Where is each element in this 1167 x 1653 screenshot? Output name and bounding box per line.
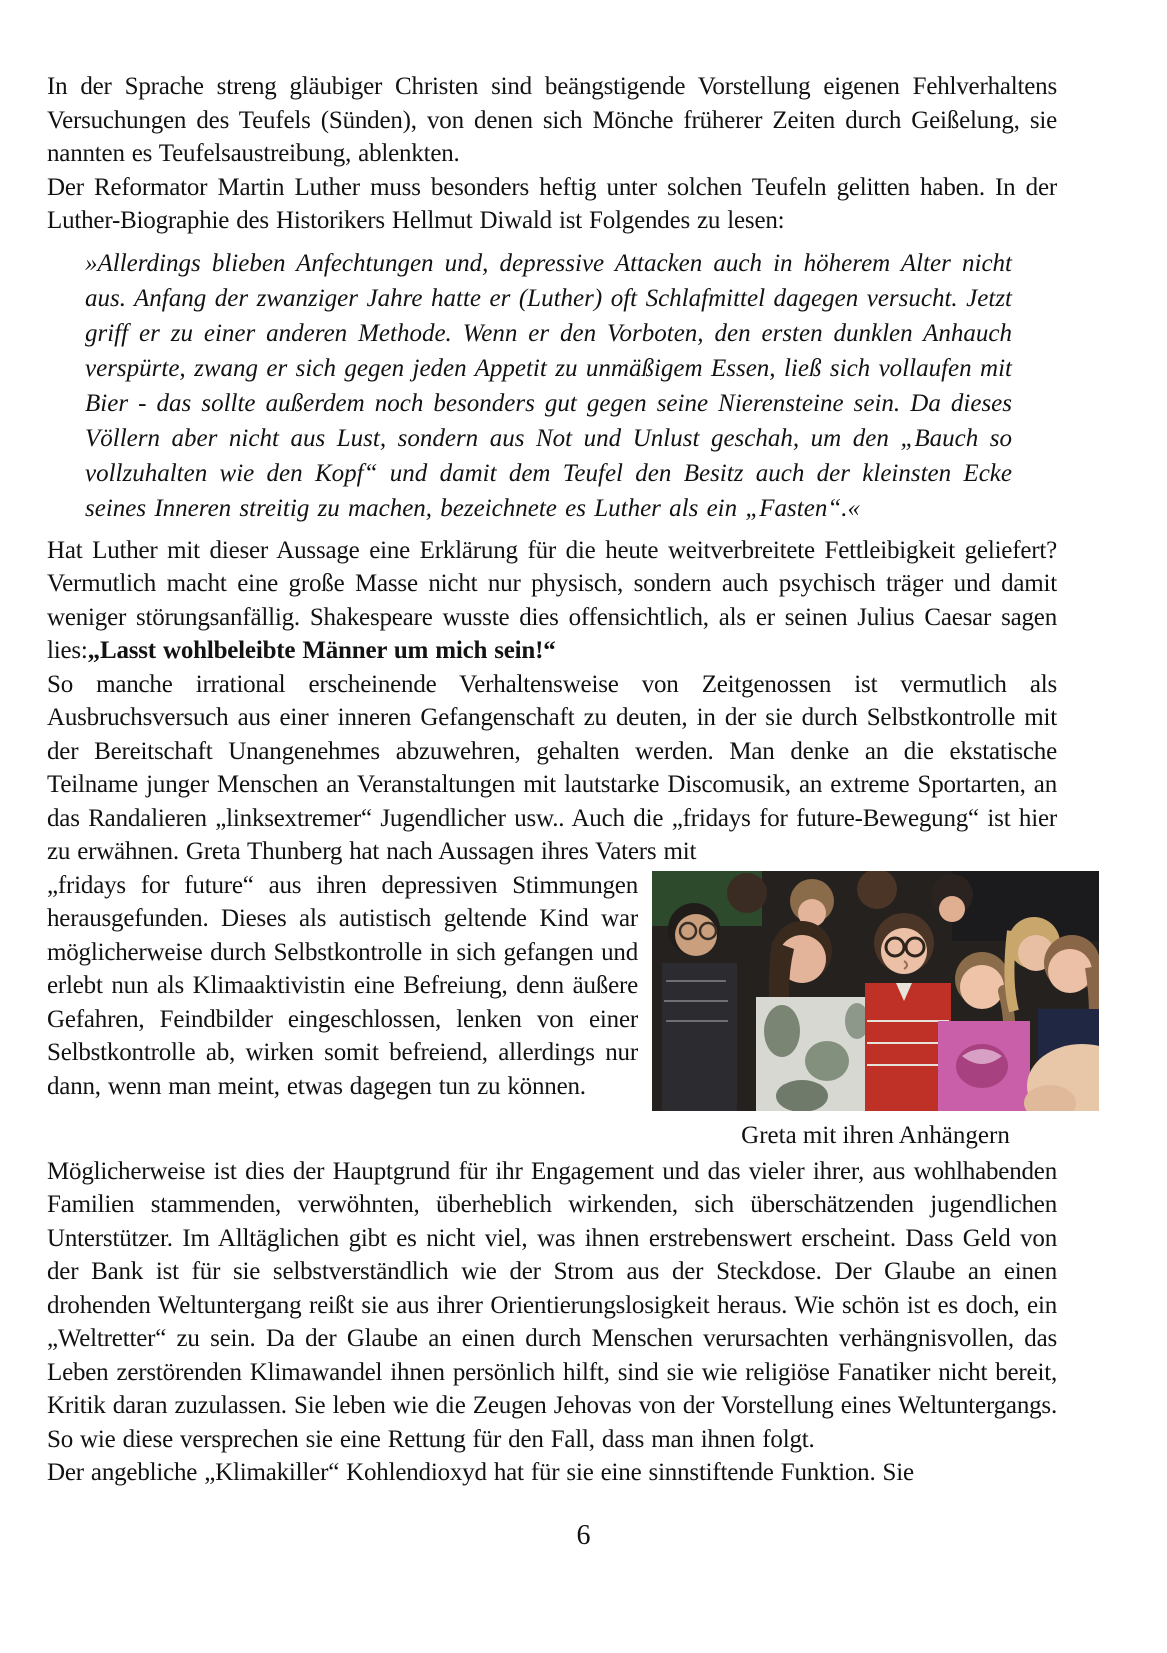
greta-group-photo: [652, 871, 1099, 1111]
paragraph-moeglicherweise: Möglicherweise ist dies der Hauptgrund für ihr Engagement und das vieler ihrer, aus wohlhabenden Familien stammenden, verwöhnten, überheblich wirkenden, sich überschätzenden jugendlichen Unterstützer. Im Alltäglichen gibt es nicht viel, was ihnen erstrebenswert erscheint. Dass Geld von der Bank ist für sie selbstverständlich wie der Strom aus der Steckdose. Der Glaube an einen drohenden Weltuntergang reißt sie aus ihrer Orientierungslosigkeit heraus. Wie schön ist es doch, ein „Weltretter“ zu sein. Da der Glaube an einen durch Menschen verursachten verhängnisvollen, das Leben zerstörenden Klimawandel ihnen persönlich hilft, sind sie wie religiöse Fanatiker nicht bereit, Kritik daran zuzulassen. Sie leben wie die Zeugen Jehovas von der Vorstellung eines Weltuntergangs. So wie diese versprechen sie eine Rettung für den Fall, dass man ihnen folgt.: [47, 1157, 1057, 1453]
paragraph-fridays-wrap: „fridays for future“ aus ihren depressiven Stimmungen herausgefunden. Dieses als autistisch geltende Kind war möglicherweise durch Selbstkontrolle in sich gefangen und erlebt nun als Klimaaktivistin eine Befreiung, denn äußere Gefahren, Feindbilder eingeschlossen, lenken von einer Selbstkontrolle ab, wirken somit befreiend, allerdings nur dann, wenn man meint, etwas dagegen tun zu können.: [47, 871, 638, 1100]
caesar-quote-bold: „Lasst wohlbeleibte Männer um mich sein!“: [87, 637, 556, 664]
paragraph-intro: In der Sprache streng gläubiger Christen sind beängstigende Vorstellung eigenen Fehlverhaltens Versuchungen des Teufels (Sünden), von denen sich Mönche früherer Zeiten durch Geißelung, sie nannten es Teufelsaustreibung, ablenkten.: [47, 73, 1057, 167]
greta-photo-figure: [652, 871, 1099, 1151]
luther-quote-block: »Allerdings blieben Anfechtungen und, depressive Attacken auch in höherem Alter nicht aus. Anfang der zwanziger Jahre hatte er (Luther) oft Schlafmittel dagegen versucht. Jetzt griff er zu einer anderen Methode. Wenn er den Vorboten, den ersten dunklen Anhauch verspürte, zwang er sich gegen jeden Appetit zu unmäßigem Essen, ließ sich vollaufen mit Bier - das sollte außerdem noch besonders gut gegen seine Nierensteine sein. Da dieses Völlern aber nicht aus Lust, sondern aus Not und Unlust geschah, um den „Bauch so vollzuhalten wie den Kopf“ und damit dem Teufel den Besitz auch der kleinsten Ecke seines Inneren streitig zu machen, bezeichnete es Luther als ein „Fasten“.«: [85, 249, 1012, 522]
photo-caption: Greta mit ihren Anhängern: [741, 1121, 1010, 1149]
paragraph-klimakiller: Der angebliche „Klimakiller“ Kohlendioxyd hat für sie eine sinnstiftende Funktion. Sie: [47, 1459, 914, 1486]
page-number: 6: [576, 1520, 591, 1551]
paragraph-hat-luther: [47, 534, 1057, 668]
paragraph-hat-luther-text: Hat Luther mit dieser Aussage eine Erklärung für die heute weitverbreitete Fettleibigkeit geliefert? Vermutlich macht eine große Masse nicht nur physisch, sondern auch psychisch träger und damit weniger störungsanfällig. Shakespeare wusste dies offensichtlich, als er seinen Julius Caesar sagen lies:: [47, 536, 1057, 664]
paragraph-so-manche: So manche irrational erscheinende Verhaltensweise von Zeitgenossen ist vermutlich als Ausbruchsversuch aus einer inneren Gefangenschaft zu deuten, in der sie durch Selbstkontrolle mit der Bereitschaft Unangenehmes abzuwehren, gehalten werden. Man denke an die ekstatische Teilname junger Menschen an Veranstaltungen mit lautstarke Discomusik, an extreme Sportarten, an das Randalieren „linksextremer“ Jugendlicher usw.. Auch die „fridays for future-Bewegung“ ist hier zu erwähnen. Greta Thunberg hat nach Aussagen ihres Vaters mit: [47, 670, 1057, 865]
paragraph-reformator: Der Reformator Martin Luther muss besonders heftig unter solchen Teufeln gelitten haben. In der Luther-Biographie des Historikers Hellmut Diwald ist Folgendes zu lesen:: [47, 173, 1057, 234]
page-content: [47, 70, 1057, 1490]
